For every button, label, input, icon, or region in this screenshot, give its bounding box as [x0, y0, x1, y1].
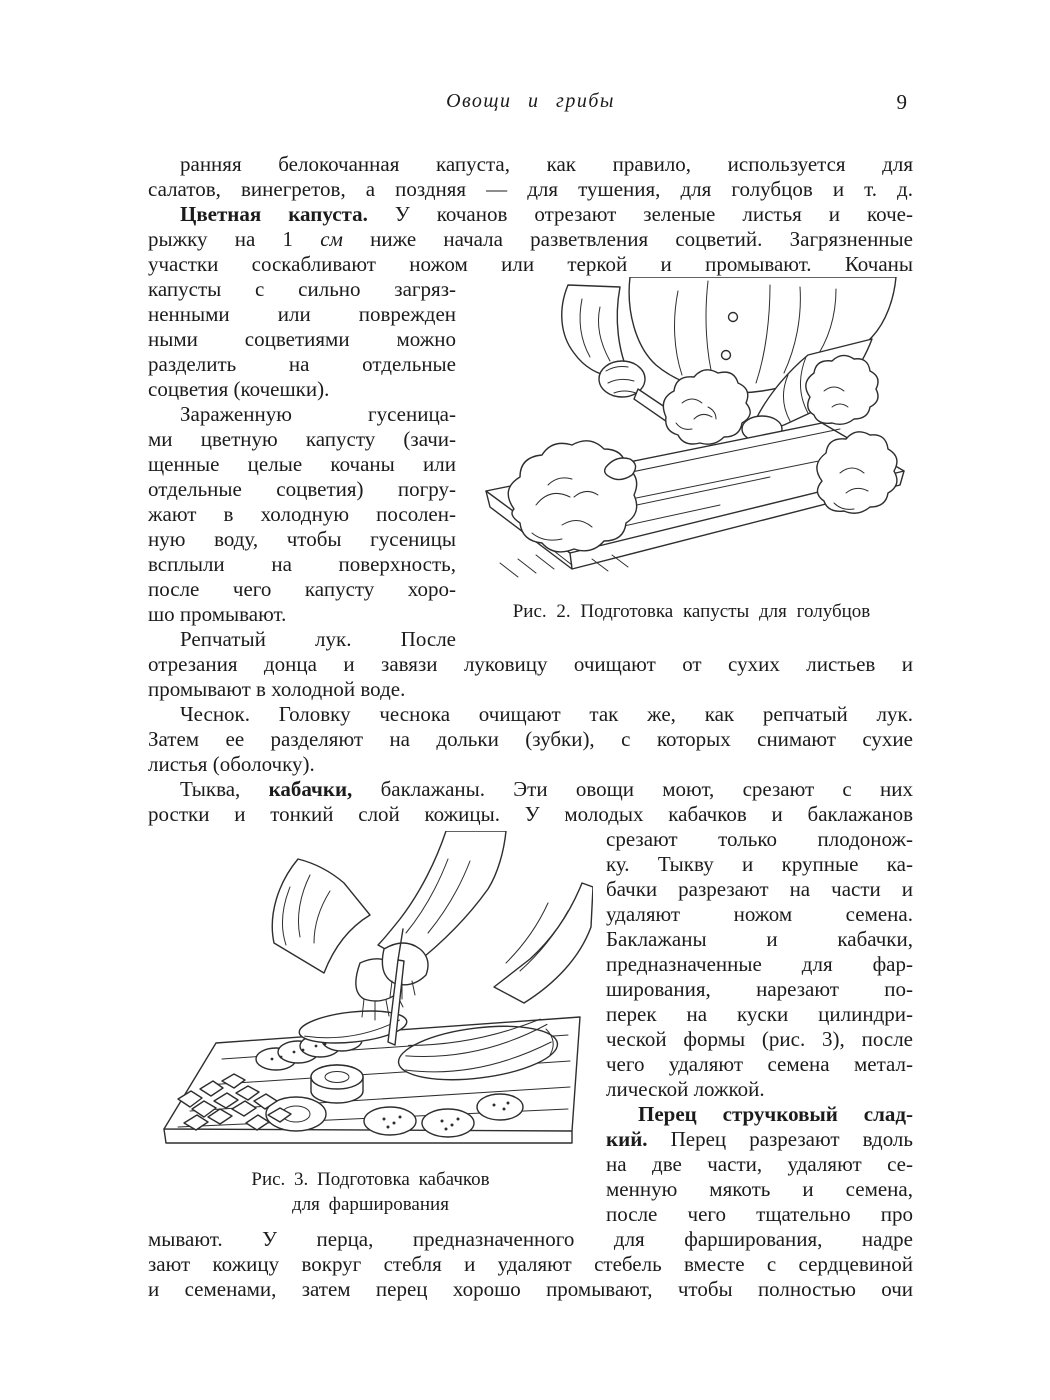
paragraph [148, 702, 913, 777]
figure-3 [148, 827, 593, 1217]
text-line: щенные целые кочаны или [148, 452, 456, 476]
text-line: ную воду, чтобы гусеницы [148, 527, 456, 551]
text-line: Баклажаны и кабачки, [606, 927, 913, 951]
text-line: листья (оболочку). [148, 752, 315, 776]
text-line: перек на куски цилиндри- [606, 1002, 913, 1026]
figure-2-engraving-cabbage-cutting [470, 277, 913, 595]
text-line: срезают только плодонож- [606, 827, 913, 851]
paragraph [148, 652, 913, 702]
bottom-paragraphs [148, 1227, 913, 1302]
text-line: Перец стручковый слад- [638, 1102, 913, 1126]
text-line: кий. Перец разрезают вдоль [606, 1127, 913, 1151]
text-line: Цветная капуста. У кочанов отрезают зеленые листья и коче- [180, 202, 913, 226]
intro-paragraphs [148, 152, 913, 277]
figure-3-engraving-zucchini-slicing [148, 831, 593, 1161]
text-line: ку. Тыкву и крупные ка- [606, 852, 913, 876]
running-title: Овощи и грибы [446, 90, 615, 112]
text-line: после чего тщательно про [606, 1202, 913, 1226]
paragraph [148, 627, 456, 652]
paragraph [148, 402, 456, 627]
text-line: Репчатый лук. После [180, 627, 456, 651]
paragraph [148, 1227, 913, 1302]
text-line: ческой формы (рис. 3), после [606, 1027, 913, 1051]
text-line: менную мякоть и семена, [606, 1177, 913, 1201]
page-content [148, 152, 913, 1302]
text-line: Зараженную гусеница- [180, 402, 456, 426]
text-line: бачки разрезают на части и [606, 877, 913, 901]
paragraph [148, 152, 913, 202]
text-line: чего удаляют семена метал- [606, 1052, 913, 1076]
figure-2-caption: Рис. 2. Подготовка капусты для голубцов [512, 601, 871, 622]
text-line: всплыли на поверхность, [148, 552, 456, 576]
text-line: ранняя белокочанная капуста, как правило, используется для [180, 152, 913, 176]
page-number: 9 [896, 90, 907, 114]
section-with-figure-2 [148, 277, 913, 652]
text-line: Затем ее разделяют на дольки (зубки), с которых снимают сухие [148, 727, 913, 751]
column-right-of-figure-3 [606, 827, 913, 1227]
text-line: капусты с сильно загряз- [148, 277, 456, 301]
text-line: салатов, винегретов, а поздняя — для тушения, для голубцов и т. д. [148, 177, 913, 201]
text-line: ширования, нарезают по- [606, 977, 913, 1001]
section-with-figure-3 [148, 827, 913, 1227]
text-line: мывают. У перца, предназначенного для фарширования, надре [148, 1227, 913, 1251]
text-line: ными соцветиями можно [148, 327, 456, 351]
text-line: участки соскабливают ножом или теркой и промывают. Кочаны [148, 252, 913, 276]
text-line: разделить на отдельные [148, 352, 456, 376]
text-line: соцветия (кочешки). [148, 377, 330, 401]
figure-3-caption [148, 1167, 593, 1217]
paragraph [606, 827, 913, 1102]
text-line: предназначенные для фар- [606, 952, 913, 976]
text-line: шо промывают. [148, 602, 287, 626]
text-line: ненными или поврежден [148, 302, 456, 326]
text-line: удаляют ножом семена. [606, 902, 913, 926]
text-line: ростки и тонкий слой кожицы. У молодых кабачков и баклажанов [148, 802, 913, 826]
paragraph [606, 1102, 913, 1227]
text-line: и семенами, затем перец хорошо промывают, чтобы полностью очи [148, 1277, 913, 1301]
middle-paragraphs [148, 652, 913, 827]
paragraph [148, 202, 913, 277]
text-line: зают кожицу вокруг стебля и удаляют стебель вместе с сердцевиной [148, 1252, 913, 1276]
text-line: рыжку на 1 см ниже начала разветвления соцветий. Загрязненные [148, 227, 913, 251]
column-left-of-figure-2 [148, 277, 456, 652]
text-line: промывают в холодной воде. [148, 677, 406, 701]
text-line: Чеснок. Головку чеснока очищают так же, как репчатый лук. [180, 702, 913, 726]
text-line: отрезания донца и завязи луковицу очищают от сухих листьев и [148, 652, 913, 676]
text-line: лической ложкой. [606, 1077, 765, 1101]
paragraph [148, 277, 456, 402]
text-line: на две части, удаляют се- [606, 1152, 913, 1176]
running-header [148, 90, 913, 116]
paragraph [148, 777, 913, 827]
text-line: после чего капусту хоро- [148, 577, 456, 601]
text-line: Тыква, кабачки, баклажаны. Эти овощи моют, срезают с них [180, 777, 913, 801]
text-line: ми цветную капусту (зачи- [148, 427, 456, 451]
text-line: жают в холодную посолен- [148, 502, 456, 526]
figure-2 [470, 277, 913, 624]
text-line: отдельные соцветия) погру- [148, 477, 456, 501]
figure-3-caption-line-1: Рис. 3. Подготовка кабачков [251, 1169, 490, 1190]
figure-3-caption-line-2: для фарширования [292, 1194, 449, 1215]
